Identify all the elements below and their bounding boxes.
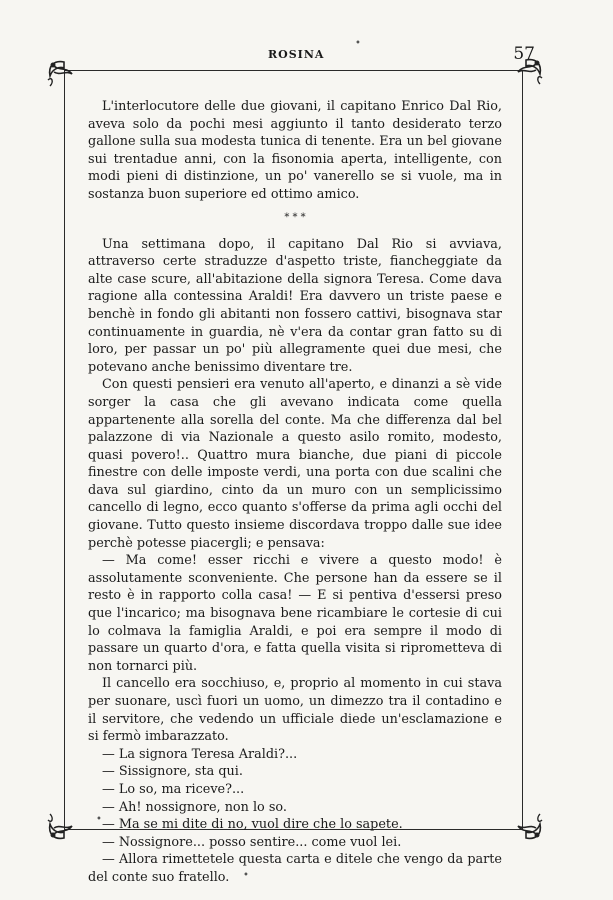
dialogue-line: — La signora Teresa Araldi?... bbox=[102, 746, 298, 762]
running-title: ROSINA bbox=[268, 48, 325, 61]
asterism: * * * bbox=[284, 211, 306, 223]
paragraph: Con questi pensieri era venuto all'aperto, e dinanzi a sè vide sorger la casa che gli avevano indicata come quella appartenente alla sorella del conte. Ma che differenza dal bel palazzone di via Nazionale a questo asilo romito, modesto, quasi povero!.. Quattro mura bianche, due piani di piccole finestre con delle imposte verdi, una porta con due scalini che dava sul giardino, cinto da un muro con un semplicissimo cancello di legno, ecco quanto s'offerse da prima agli occhi del giovane. Tutto questo insieme discordava troppo dalle sue idee perchè potesse piacergli; e pensava: bbox=[88, 377, 502, 551]
dialogue-line: — Lo so, ma riceve?... bbox=[102, 781, 245, 797]
dialogue-line: — Ah! nossignore, non lo so. bbox=[102, 799, 287, 815]
paragraph: L'interlocutore delle due giovani, il capitano Enrico Dal Rio, aveva solo da pochi mesi aggiunto il tanto desiderato terzo gallone sulla sua modesta tunica di tenente. Era un bel giovane sui trentadue anni, con la fisonomia aperta, intelligente, con modi pieni di distinzione, un po' vanerello se si vuole, ma in sostanza buon superiore ed ottimo amico. bbox=[88, 99, 502, 202]
paragraph: — Allora rimettetele questa carta e ditele che vengo da parte del conte suo fratello. bbox=[88, 852, 502, 885]
corner-ornament-icon bbox=[506, 804, 546, 844]
page-number: 57 bbox=[513, 44, 535, 64]
print-speck: • bbox=[96, 814, 102, 825]
paragraph: Il cancello era socchiuso, e, proprio al momento in cui stava per suonare, uscì fuori un uomo, un dimezzo tra il contadino e il servitore, che vedendo un ufficiale diede un'esclamazione e si fermò imbarazzato. bbox=[88, 676, 502, 745]
body-text bbox=[88, 98, 502, 887]
dialogue-line: — Ma se mi dite di no, vuol dire che lo sapete. bbox=[102, 817, 403, 833]
dialogue-line: — Nossignore... posso sentire... come vuol lei. bbox=[102, 834, 402, 850]
corner-ornament-icon bbox=[506, 54, 546, 94]
print-speck: • bbox=[243, 870, 249, 881]
paragraph: Una settimana dopo, il capitano Dal Rio si avviava, attraverso certe straduzze d'aspetto triste, fiancheggiate da alte case scure, all'abitazione della signora Teresa. Come dava ragione alla contessina Araldi! Era davvero un triste paese e benchè in fondo gli abitanti non fossero cattivi, bisognava star continuamente in guardia, nè v'era da contar gran fatto su di loro, per passar un po' più allegramente quei due mesi, che potevano anche benissimo diventare tre. bbox=[88, 236, 502, 375]
paragraph: — Ma come! esser ricchi e vivere a questo modo! è assolutamente sconveniente. Che persone han da essere se il resto è in rapporto colla casa! — E si pentiva d'essersi preso que l'incarico; ma bisognava bene ricambiare le cortesie di cui lo colmava la famiglia Araldi, e poi era sempre il modo di passare un quarto d'ora, e fatta quella visita si riprometteva di non tornarci più. bbox=[88, 553, 502, 674]
corner-ornament-icon bbox=[44, 804, 84, 844]
dialogue-line: — Sissignore, sta qui. bbox=[102, 764, 243, 780]
corner-ornament-icon bbox=[44, 56, 84, 96]
print-speck: • bbox=[355, 38, 361, 49]
